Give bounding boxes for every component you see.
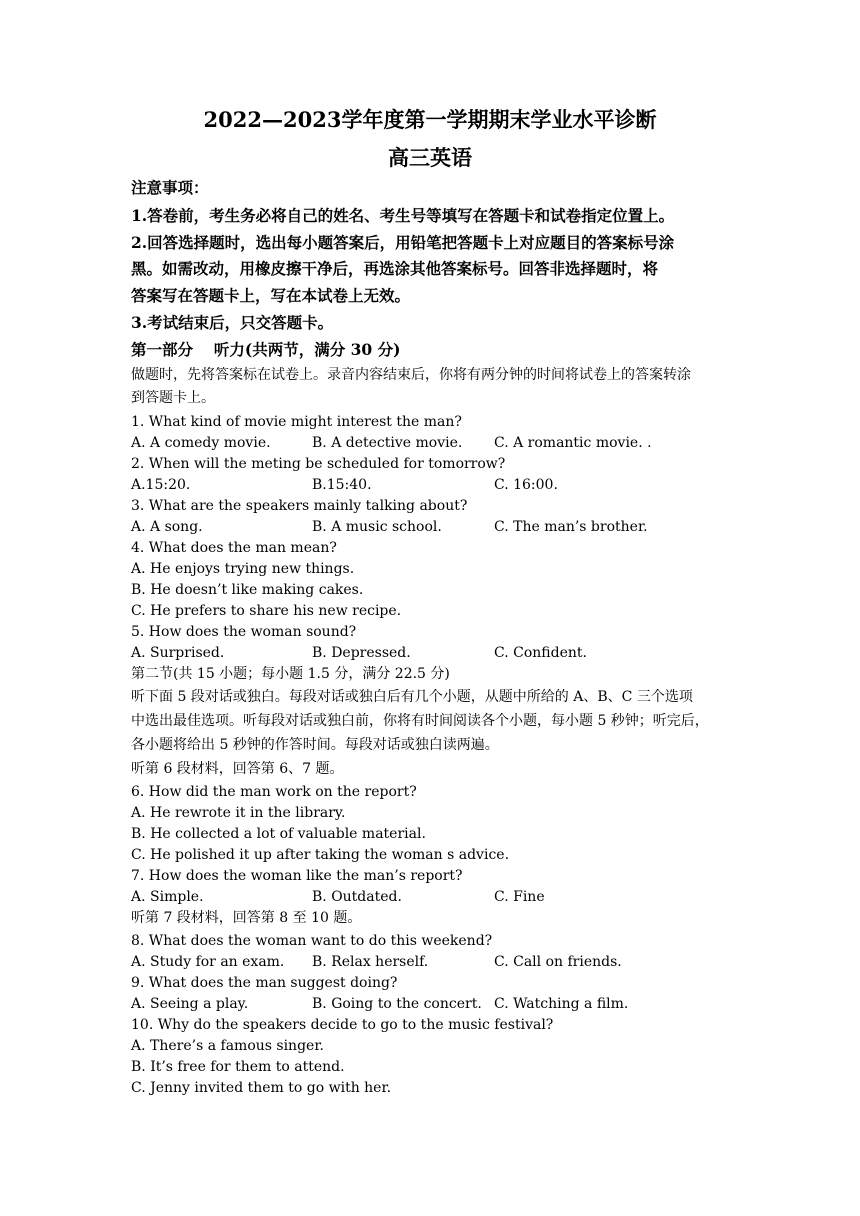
question-10-option-a: A. There’s a famous singer. [131,1038,324,1054]
notice-item-3: 3.考试结束后，只交答题卡。 [131,313,334,332]
question-5-option-c: C. Confident. [494,645,587,661]
section-2-instruction-line-2: 中选出最佳选项。听每段对话或独白前，你将有时间阅读各个小题，每小题 5 秒钟；听完后， [131,713,709,729]
question-5-option-a: A. Surprised. [131,645,225,661]
question-1-stem: 1. What kind of movie might interest the man? [131,414,462,430]
question-6-option-a: A. He rewrote it in the library. [131,805,346,821]
question-6-option-b: B. He collected a lot of valuable material. [131,826,426,842]
question-8-option-b: B. Relax herself. [312,954,429,970]
question-1-option-c: C. A romantic movie. . [494,435,652,451]
exam-subtitle: 高三英语 [388,145,472,170]
part1-heading: 第一部分 听力(共两节，满分 30 分) [131,340,401,359]
section-2-instruction-line-1: 听下面 5 段对话或独白。每段对话或独白后有几个小题，从题中所给的 A、B、C 三个选项 [131,689,693,705]
exam-title: 2022—2023学年度第一学期期末学业水平诊断 [203,107,657,132]
question-8-option-c: C. Call on friends. [494,954,622,970]
question-9-option-c: C. Watching a film. [494,996,629,1012]
question-10-option-c: C. Jenny invited them to go with her. [131,1080,392,1096]
question-3-option-c: C. The man’s brother. [494,519,648,535]
question-7-option-a: A. Simple. [131,889,204,905]
question-4-stem: 4. What does the man mean? [131,540,337,556]
part1-instruction-line-1: 做题时，先将答案标在试卷上。录音内容结束后，你将有两分钟的时间将试卷上的答案转涂 [131,367,691,383]
question-4-option-b: B. He doesn’t like making cakes. [131,582,364,598]
passage-6-instruction: 听第 6 段材料，回答第 6、7 题。 [131,761,344,777]
question-7-stem: 7. How does the woman like the man’s report? [131,868,463,884]
question-5-stem: 5. How does the woman sound? [131,624,357,640]
section-2-instruction-line-3: 各小题将给出 5 秒钟的作答时间。每段对话或独白读两遍。 [131,737,499,753]
section-2-heading: 第二节(共 15 小题；每小题 1.5 分，满分 22.5 分) [131,666,450,682]
notice-item-2-line-2: 黑。如需改动，用橡皮擦干净后，再选涂其他答案标号。回答非选择题时，将 [131,259,659,278]
question-1-option-a: A. A comedy movie. [131,435,271,451]
question-5-option-b: B. Depressed. [312,645,411,661]
question-8-option-a: A. Study for an exam. [131,954,285,970]
question-1-option-b: B. A detective movie. [312,435,463,451]
notice-item-2-line-1: 2.回答选择题时，选出每小题答案后，用铅笔把答题卡上对应题目的答案标号涂 [131,233,675,252]
question-9-option-a: A. Seeing a play. [131,996,249,1012]
notice-item-2-line-3: 答案写在答题卡上，写在本试卷上无效。 [131,286,411,305]
question-8-stem: 8. What does the woman want to do this weekend? [131,933,493,949]
question-7-option-c: C. Fine [494,889,545,905]
question-9-option-b: B. Going to the concert. [312,996,482,1012]
question-6-option-c: C. He polished it up after taking the woman s advice. [131,847,510,863]
question-4-option-a: A. He enjoys trying new things. [131,561,355,577]
question-2-option-c: C. 16:00. [494,477,558,493]
question-7-option-b: B. Outdated. [312,889,402,905]
question-2-option-a: A.15:20. [131,477,191,493]
question-6-stem: 6. How did the man work on the report? [131,784,417,800]
question-3-option-b: B. A music school. [312,519,442,535]
question-2-stem: 2. When will the meting be scheduled for tomorrow? [131,456,506,472]
question-3-option-a: A. A song. [131,519,203,535]
question-2-option-b: B.15:40. [312,477,372,493]
passage-7-instruction: 听第 7 段材料，回答第 8 至 10 题。 [131,910,362,926]
notice-item-1: 1.答卷前，考生务必将自己的姓名、考生号等填写在答题卡和试卷指定位置上。 [131,206,675,225]
notice-heading: 注意事项： [131,178,209,197]
part1-instruction-line-2: 到答题卡上。 [131,390,215,406]
question-10-stem: 10. Why do the speakers decide to go to the music festival? [131,1017,554,1033]
question-10-option-b: B. It’s free for them to attend. [131,1059,345,1075]
question-4-option-c: C. He prefers to share his new recipe. [131,603,402,619]
question-9-stem: 9. What does the man suggest doing? [131,975,398,991]
question-3-stem: 3. What are the speakers mainly talking about? [131,498,468,514]
